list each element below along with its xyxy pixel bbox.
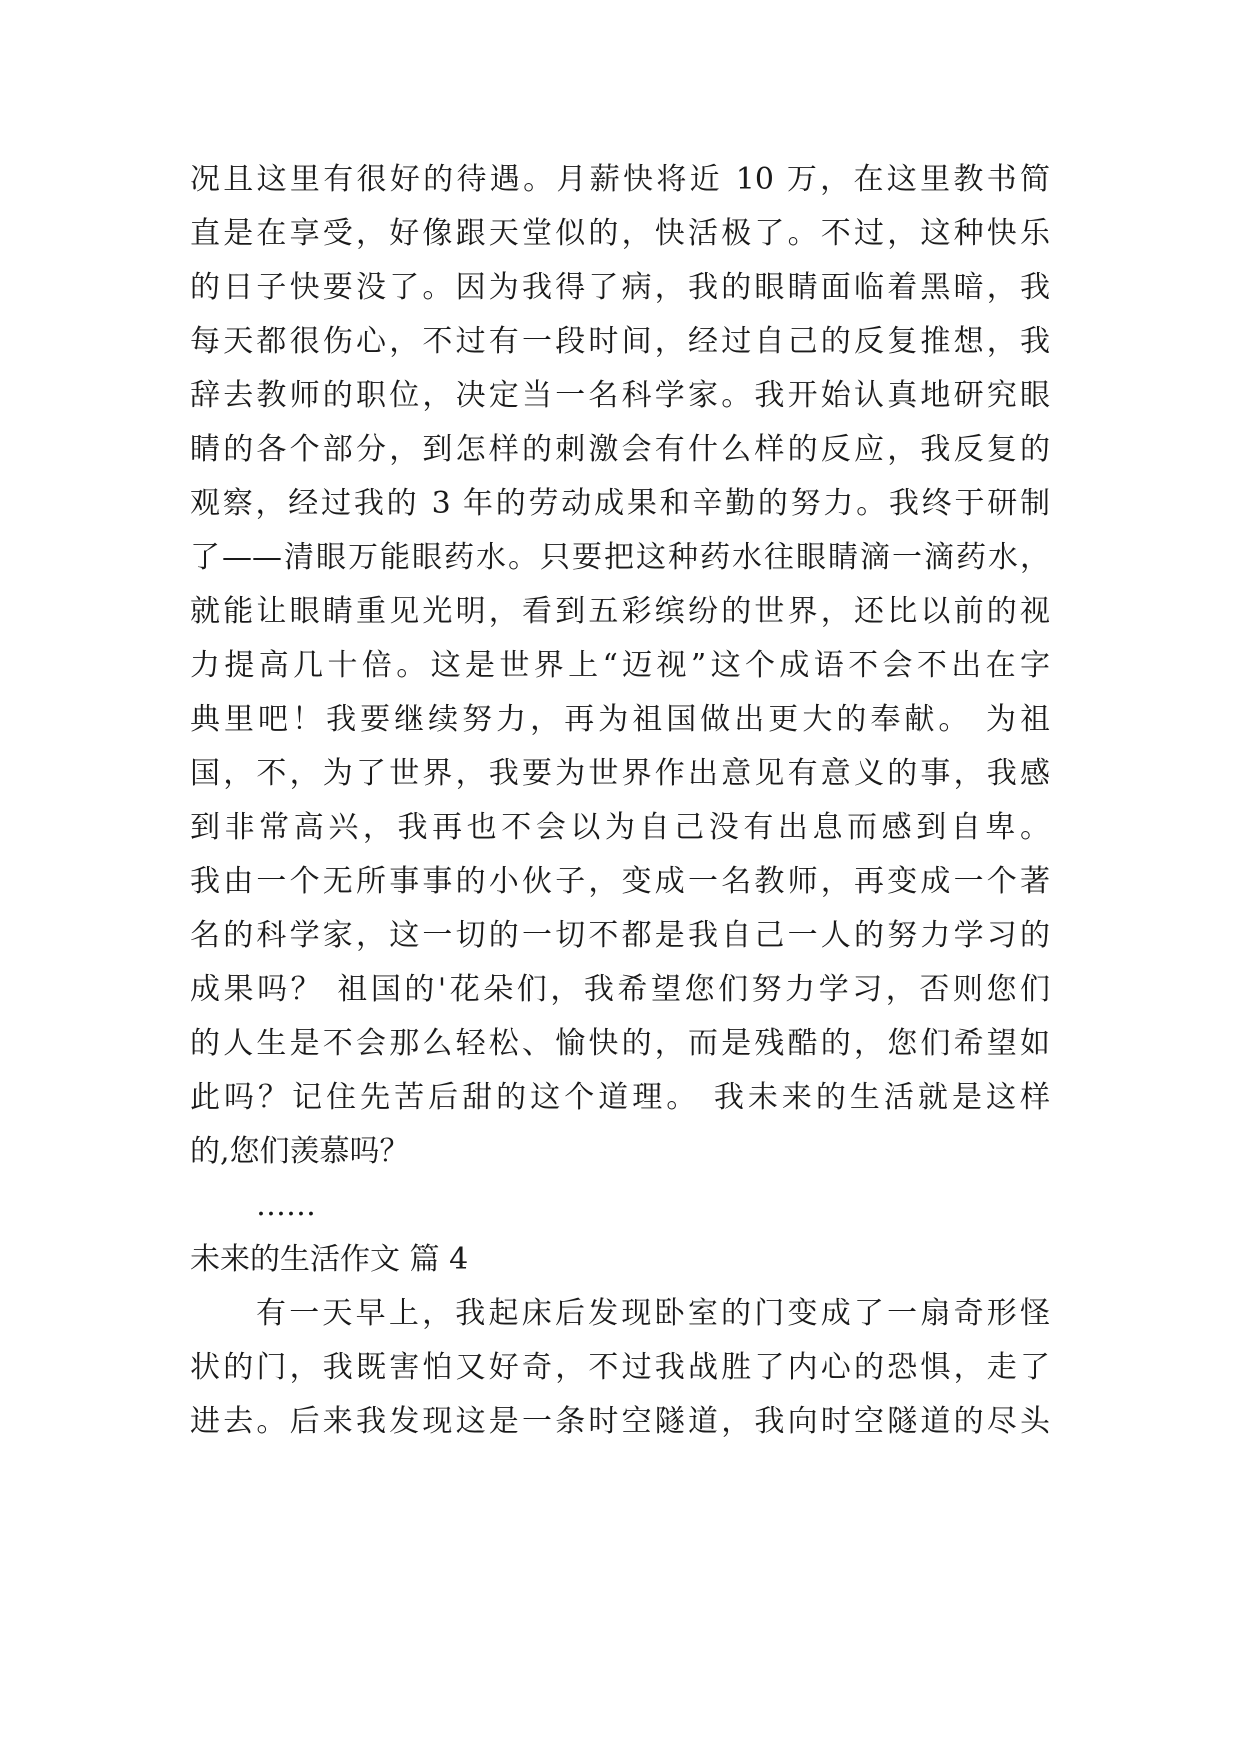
body-line-9: 就能让眼睛重见光明，看到五彩缤纷的世界，还比以前的视 [190,594,1050,629]
body-line-15: 名的科学家，这一切的一切不都是我自己一人的努力学习的 [190,918,1050,953]
body-line-16: 成果吗？ 祖国的'花朵们，我希望您们努力学习，否则您们 [190,972,1050,1007]
body-line-18: 此吗？记住先苦后甜的这个道理。 我未来的生活就是这样 [190,1080,1050,1115]
body-line-1: 况且这里有很好的待遇。月薪快将近 10 万，在这里教书简 [190,162,1050,197]
body-line-7: 观察，经过我的 3 年的劳动成果和辛勤的努力。我终于研制 [190,486,1050,521]
body-line-2: 直是在享受，好像跟天堂似的，快活极了。不过，这种快乐 [190,216,1050,251]
section-line-3: 进去。后来我发现这是一条时空隧道，我向时空隧道的尽头 [190,1404,1050,1439]
ellipsis: …… [256,1188,316,1223]
section-line-1: 有一天早上，我起床后发现卧室的门变成了一扇奇形怪 [256,1296,1050,1331]
section-heading: 未来的生活作文 篇 4 [190,1242,469,1277]
body-line-10: 力提高几十倍。这是世界上“迈视”这个成语不会不出在字 [190,648,1050,683]
body-line-8: 了——清眼万能眼药水。只要把这种药水往眼睛滴一滴药水， [190,540,1050,575]
body-line-19: 的,您们羡慕吗？ [190,1134,410,1169]
body-line-13: 到非常高兴，我再也不会以为自己没有出息而感到自卑。 [190,810,1050,845]
body-line-3: 的日子快要没了。因为我得了病，我的眼睛面临着黑暗，我 [190,270,1050,305]
body-line-4: 每天都很伤心，不过有一段时间，经过自己的反复推想，我 [190,324,1050,359]
body-line-6: 睛的各个部分，到怎样的刺激会有什么样的反应，我反复的 [190,432,1050,467]
section-line-2: 状的门，我既害怕又好奇，不过我战胜了内心的恐惧，走了 [190,1350,1050,1385]
body-line-12: 国，不，为了世界，我要为世界作出意见有意义的事，我感 [190,756,1050,791]
body-line-11: 典里吧！我要继续努力，再为祖国做出更大的奉献。 为祖 [190,702,1050,737]
body-line-17: 的人生是不会那么轻松、愉快的，而是残酷的，您们希望如 [190,1026,1050,1061]
body-line-14: 我由一个无所事事的小伙子，变成一名教师，再变成一个著 [190,864,1050,899]
body-line-5: 辞去教师的职位，决定当一名科学家。我开始认真地研究眼 [190,378,1050,413]
